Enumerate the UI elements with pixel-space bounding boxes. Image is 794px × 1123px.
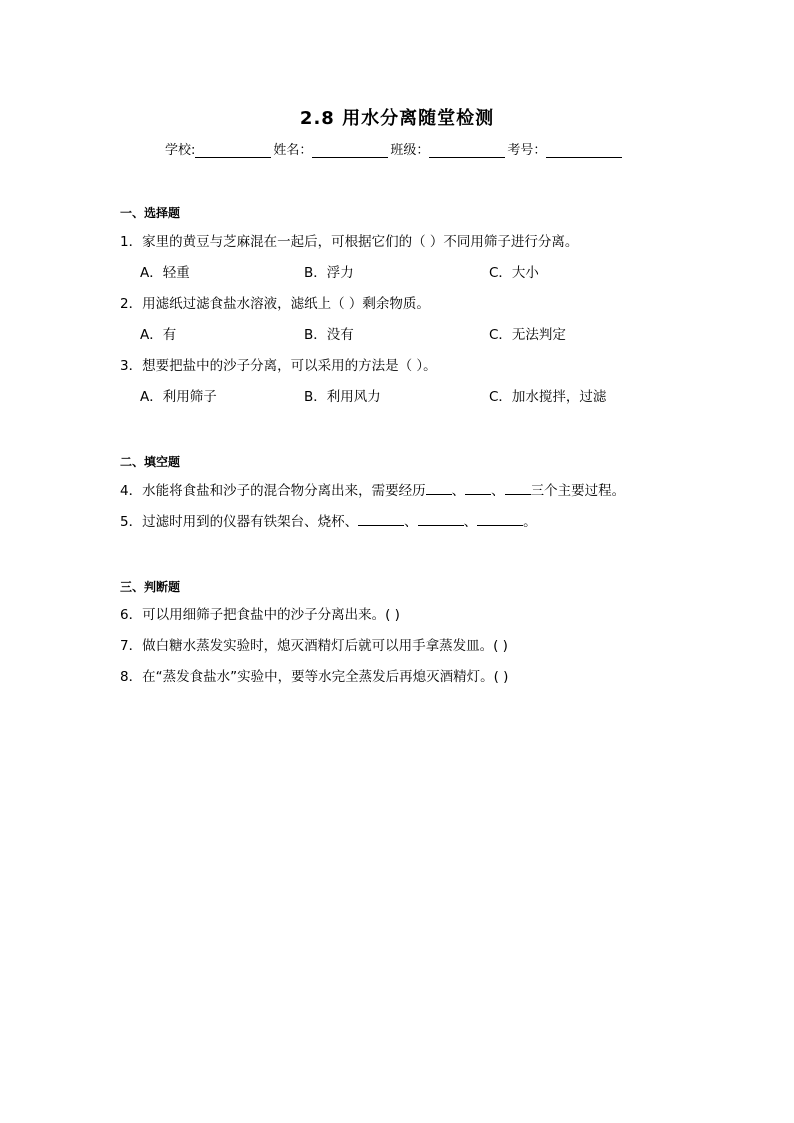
- section-heading-judge: 三、判断题: [120, 580, 181, 594]
- name-blank[interactable]: [312, 143, 388, 158]
- question-3-option-c[interactable]: C．加水搅拌，过滤: [489, 389, 607, 405]
- question-1: 1．家里的黄豆与芝麻混在一起后，可根据它们的（ ）不同用筛子进行分离。: [120, 234, 579, 250]
- question-4-blank-3[interactable]: [505, 480, 531, 495]
- question-2: 2．用滤纸过滤食盐水溶液，滤纸上（ ）剩余物质。: [120, 296, 430, 312]
- question-8: 8．在“蒸发食盐水”实验中，要等水完全蒸发后再熄灭酒精灯。( ): [120, 669, 509, 685]
- question-5: [120, 510, 537, 530]
- question-6: 6．可以用细筛子把食盐中的沙子分离出来。( ): [120, 607, 400, 623]
- class-blank[interactable]: [429, 143, 505, 158]
- school-blank[interactable]: [195, 143, 271, 158]
- question-1-option-b[interactable]: B．浮力: [304, 265, 354, 281]
- section-heading-choice: 一、选择题: [120, 206, 181, 220]
- class-label: 班级：: [390, 143, 430, 158]
- question-3-option-b[interactable]: B．利用风力: [304, 389, 381, 405]
- question-3: 3．想要把盐中的沙子分离，可以采用的方法是（ ）。: [120, 358, 437, 374]
- student-info-line: [165, 139, 624, 158]
- question-5-text: 5．过滤时用到的仪器有铁架台、烧杯、: [120, 514, 359, 530]
- question-5-blank-1[interactable]: [358, 511, 404, 526]
- question-4-separator-1: 、: [451, 483, 466, 499]
- question-4: [120, 479, 625, 499]
- question-1-option-a[interactable]: A．轻重: [140, 265, 190, 281]
- question-5-separator-1: 、: [404, 514, 418, 530]
- question-3-option-a[interactable]: A．利用筛子: [140, 389, 217, 405]
- question-4-separator-2: 、: [491, 483, 505, 499]
- school-label: 学校:: [165, 143, 196, 158]
- question-4-blank-1[interactable]: [426, 480, 452, 495]
- number-blank[interactable]: [546, 143, 622, 158]
- question-5-blank-2[interactable]: [418, 511, 464, 526]
- question-4-blank-2[interactable]: [465, 480, 491, 495]
- question-4-text: 4．水能将食盐和沙子的混合物分离出来，需要经历: [120, 483, 426, 499]
- question-4-suffix: 三个主要过程。: [530, 483, 626, 499]
- question-1-option-c[interactable]: C．大小: [489, 265, 539, 281]
- name-label: 姓名：: [273, 143, 313, 158]
- question-5-separator-2: 、: [463, 514, 478, 530]
- number-label: 考号：: [507, 143, 547, 158]
- question-7: 7．做白糖水蒸发实验时，熄灭酒精灯后就可以用手拿蒸发皿。( ): [120, 638, 508, 654]
- question-5-suffix: 。: [523, 514, 537, 530]
- question-2-option-b[interactable]: B．没有: [304, 327, 354, 343]
- question-5-blank-3[interactable]: [477, 511, 523, 526]
- question-2-option-c[interactable]: C．无法判定: [489, 327, 566, 343]
- page-title: 2.8 用水分离随堂检测: [299, 108, 495, 129]
- question-2-option-a[interactable]: A．有: [140, 327, 177, 343]
- section-heading-fill: 二、填空题: [120, 455, 181, 469]
